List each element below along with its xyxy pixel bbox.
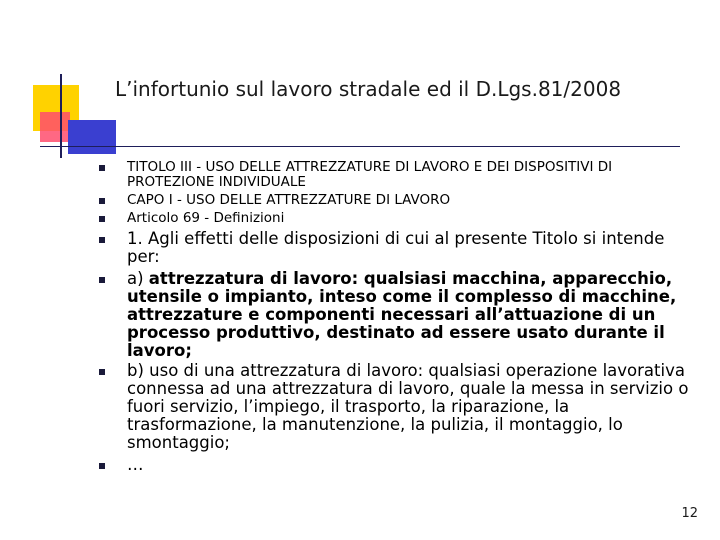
list-item: [99, 270, 699, 360]
list-item: [99, 193, 699, 208]
list-item: [99, 456, 699, 474]
list-item: [99, 362, 699, 452]
decor-blue-square: [68, 120, 116, 154]
slide-title: L’infortunio sul lavoro stradale ed il D.Lgs.81/2008: [115, 77, 622, 101]
page-number: 12: [681, 506, 698, 521]
bullet-square-icon: [99, 165, 105, 171]
list-item: [99, 211, 699, 226]
bullet-square-icon: [99, 463, 105, 469]
list-item-text: CAPO I - USO DELLE ATTREZZATURE DI LAVORO: [127, 192, 451, 208]
list-item-text: 1. Agli effetti delle disposizioni di cui al presente Titolo si intende per:: [127, 229, 665, 266]
list-item-text: …: [127, 455, 144, 474]
bullet-list: [99, 160, 699, 474]
bullet-square-icon: [99, 237, 105, 243]
list-item-bold-text: attrezzatura di lavoro: qualsiasi macchina, apparecchio, utensile o impianto, inteso come il complesso di macchine, attrezzature e componenti necessari all’attuazione di un processo produttivo, destinato ad essere usato durante il lavoro;: [127, 269, 677, 360]
bullet-square-icon: [99, 369, 105, 375]
list-item-text: Articolo 69 - Definizioni: [127, 210, 285, 226]
bullet-square-icon: [99, 216, 105, 222]
title-divider: [40, 146, 680, 147]
bullet-square-icon: [99, 277, 105, 283]
bullet-square-icon: [99, 198, 105, 204]
list-item: [99, 160, 699, 190]
list-item: [99, 230, 699, 266]
list-item-prefix: a): [127, 269, 149, 288]
decor-red-square: [40, 112, 70, 142]
list-item-text: b) uso di una attrezzatura di lavoro: qualsiasi operazione lavorativa connessa ad una attrezzatura di lavoro, quale la messa in servizio o fuori servizio, l’impiego, il trasporto, la riparazione, la trasformazione, la manutenzione, la pulizia, il montaggio, lo smontaggio;: [127, 361, 689, 452]
list-item-text: TITOLO III - USO DELLE ATTREZZATURE DI LAVORO E DEI DISPOSITIVI DI PROTEZIONE INDIVIDUALE: [127, 159, 613, 190]
